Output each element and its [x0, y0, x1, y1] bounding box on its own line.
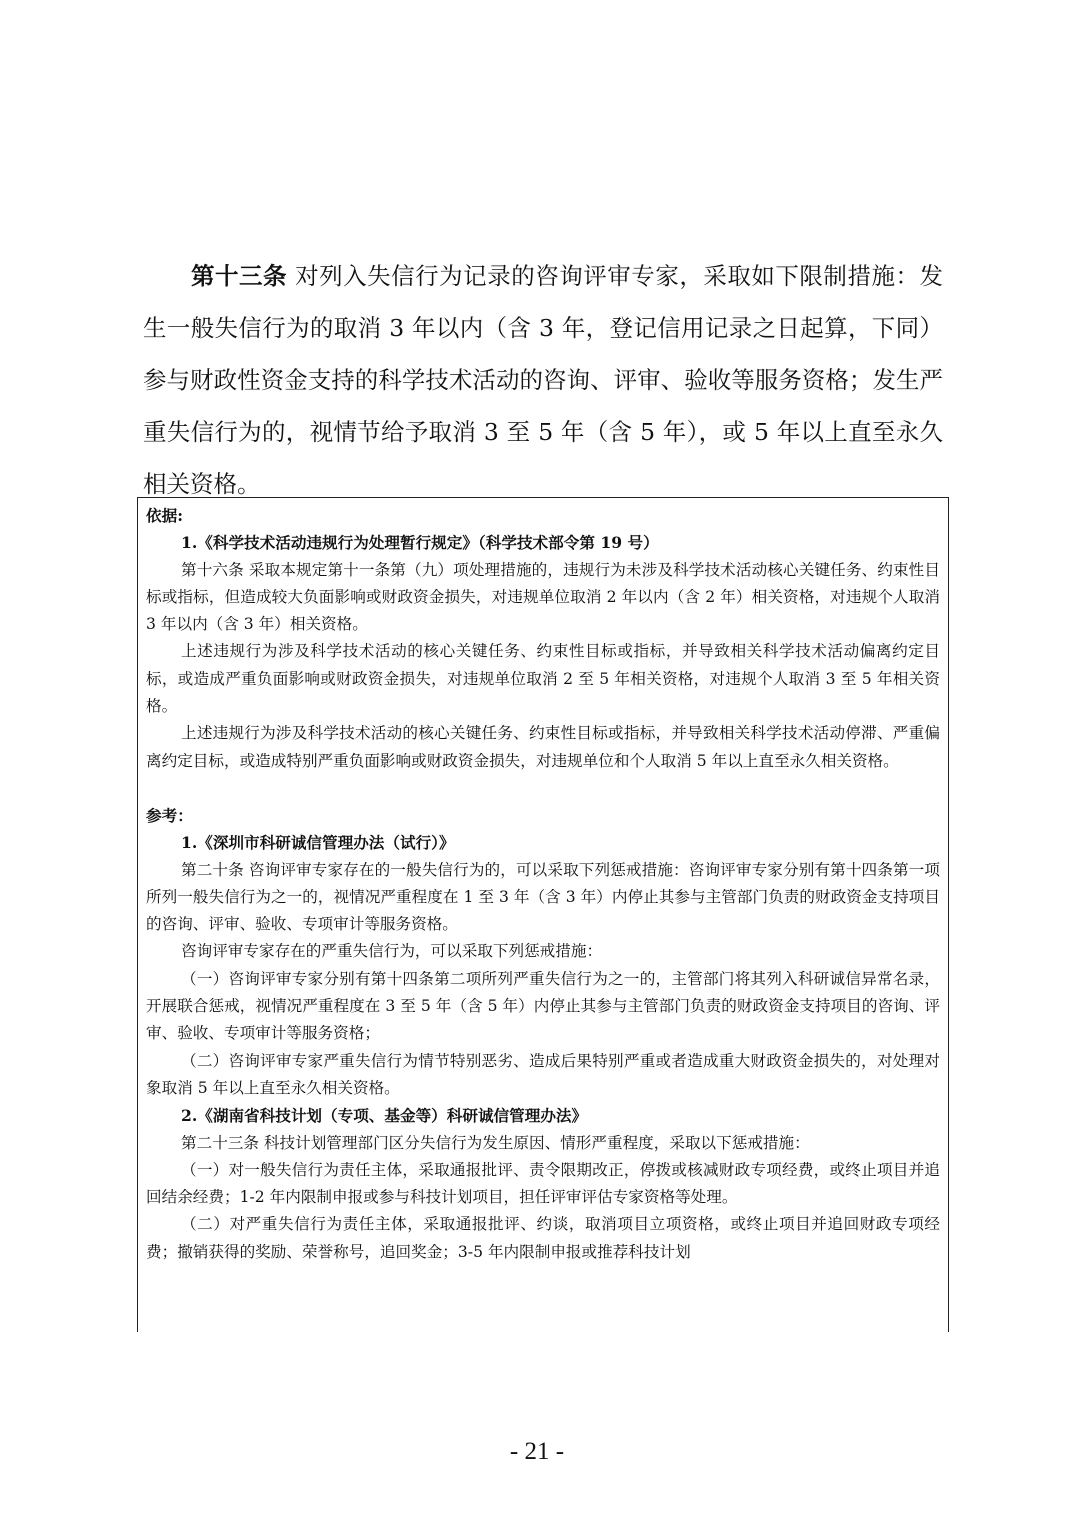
reference-doc1-paragraph: （一）咨询评审专家分别有第十四条第二项所列严重失信行为之一的，主管部门将其列入科研诚信异常名录，开展联合惩戒，视情况严重程度在 3 至 5 年（含 5 年）内停止其参与主管部门负责的财政资金支持项目的咨询、评审、验收、专项审计等服务资格； [146, 969, 940, 1043]
basis-paragraph: 上述违规行为涉及科学技术活动的核心关键任务、约束性目标或指标，并导致相关科学技术活动偏离约定目标，或造成严重负面影响或财政资金损失，对违规单位取消 2 至 5 年相关资格，对违规个人取消 3 至 5 年相关资格。 [146, 642, 940, 716]
basis-paragraph: 第十六条 采取本规定第十一条第（九）项处理措施的，违规行为未涉及科学技术活动核心关键任务、约束性目标或指标，但造成较大负面影响或财政资金损失，对违规单位取消 2 年以内（含 2 年）相关资格，对违规个人取消 3 年以内（含 3 年）相关资格。 [146, 560, 940, 634]
reference-label: 参考： [146, 805, 193, 825]
basis-paragraph: 上述违规行为涉及科学技术活动的核心关键任务、约束性目标或指标，并导致相关科学技术活动停滞、严重偏离约定目标，或造成特别严重负面影响或财政资金损失，对违规单位和个人取消 5 年以上直至永久相关资格。 [146, 724, 940, 770]
page-number: - 21 - [509, 1438, 565, 1465]
article-paragraph [143, 250, 943, 510]
basis-doc-title: 1.《科学技术活动违规行为处理暂行规定》（科学技术部令第 19 号） [181, 533, 659, 553]
basis-reference-box [137, 497, 949, 1332]
reference-doc2-title: 2.《湖南省科技计划（专项、基金等）科研诚信管理办法》 [181, 1106, 588, 1126]
reference-doc1-paragraph: 咨询评审专家存在的严重失信行为，可以采取下列惩戒措施： [181, 942, 603, 961]
basis-label: 依据: [146, 506, 183, 525]
reference-doc1-paragraph: 第二十条 咨询评审专家存在的一般失信行为的，可以采取下列惩戒措施：咨询评审专家分别有第十四条第一项所列一般失信行为之一的，视情况严重程度在 1 至 3 年（含 3 年）内停止其参与主管部门负责的财政资金支持项目的咨询、评审、验收、专项审计等服务资格。 [146, 860, 940, 934]
reference-doc2-paragraph: 第二十三条 科技计划管理部门区分失信行为发生原因、情形严重程度，采取以下惩戒措施： [181, 1133, 810, 1152]
article-13 [143, 250, 943, 510]
article-heading: 第十三条 [191, 262, 288, 290]
reference-doc1-title: 1.《深圳市科研诚信管理办法（试行）》 [181, 833, 455, 853]
reference-doc1-paragraph: （二）咨询评审专家严重失信行为情节特别恶劣、造成后果特别严重或者造成重大财政资金损失的，对处理对象取消 5 年以上直至永久相关资格。 [146, 1051, 940, 1097]
reference-doc2-paragraph: （二）对严重失信行为责任主体，采取通报批评、约谈，取消项目立项资格，或终止项目并追回财政专项经费；撤销获得的奖励、荣誉称号，追回奖金；3-5 年内限制申报或推荐科技计划 [146, 1215, 940, 1261]
spacer [146, 775, 940, 802]
article-text: 对列入失信行为记录的咨询评审专家，采取如下限制措施：发生一般失信行为的取消 3 年以内（含 3 年，登记信用记录之日起算，下同）参与财政性资金支持的科学技术活动的咨询、评审、验收等服务资格；发生严重失信行为的，视情节给予取消 3 至 5 年（含 5 年），或 5 年以上直至永久相关资格。 [143, 262, 943, 498]
reference-doc2-paragraph: （一）对一般失信行为责任主体，采取通报批评、责令限期改正，停拨或核减财政专项经费，或终止项目并追回结余经费；1-2 年内限制申报或参与科技计划项目，担任评审评估专家资格等处理。 [146, 1160, 940, 1207]
